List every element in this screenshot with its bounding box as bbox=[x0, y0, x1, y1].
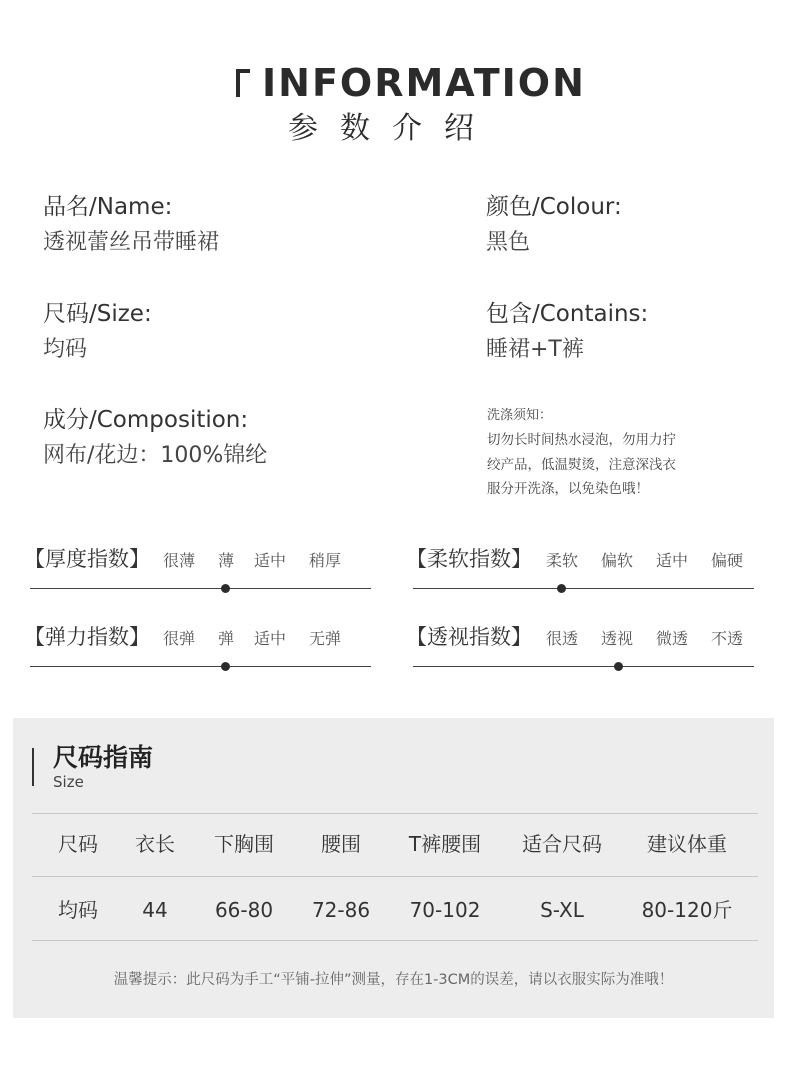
softness-option: 偏软 bbox=[601, 551, 634, 570]
softness-scale-line bbox=[413, 588, 754, 589]
softness-option: 柔软 bbox=[546, 551, 579, 570]
thickness-scale-line bbox=[30, 588, 371, 589]
name-label: 品名/Name: bbox=[43, 194, 173, 220]
softness-option: 适中 bbox=[656, 551, 689, 570]
table-header: 适合尺码 bbox=[522, 832, 602, 856]
title-english: INFORMATION bbox=[262, 61, 586, 105]
table-divider bbox=[32, 813, 758, 814]
transparency-scale-marker bbox=[614, 662, 623, 671]
measurement-tip: 温馨提示：此尺码为手工“平铺-拉伸”测量，存在1-3CM的误差，请以衣服实际为准哦！ bbox=[113, 972, 674, 988]
color-value: 黑色 bbox=[486, 230, 531, 255]
table-header: T裤腰围 bbox=[408, 832, 482, 856]
table-divider bbox=[32, 940, 758, 941]
softness-scale-marker bbox=[557, 584, 566, 593]
table-cell: 44 bbox=[142, 898, 168, 922]
elasticity-option: 适中 bbox=[254, 629, 287, 648]
table-cell: 均码 bbox=[58, 898, 98, 922]
title-chinese: 参数介绍 bbox=[288, 111, 496, 146]
table-header: 衣长 bbox=[135, 832, 175, 856]
table-divider bbox=[32, 876, 758, 877]
contains-value: 睡裙+T裤 bbox=[486, 337, 584, 362]
table-header: 下胸围 bbox=[214, 832, 274, 856]
table-cell: S-XL bbox=[540, 898, 584, 922]
softness-index-title: 【柔软指数】 bbox=[406, 547, 532, 571]
title-corner-bracket bbox=[236, 69, 250, 97]
size-label: 尺码/Size: bbox=[43, 301, 152, 327]
elasticity-option: 很弹 bbox=[163, 629, 196, 648]
thickness-option: 很薄 bbox=[163, 551, 196, 570]
composition-value: 网布/花边：100%锦纶 bbox=[43, 443, 268, 468]
table-cell: 80-120斤 bbox=[641, 898, 733, 922]
size-guide-accent-bar bbox=[32, 748, 34, 786]
size-guide-title: 尺码指南 bbox=[53, 743, 154, 772]
wash-line: 切勿长时间热水浸泡，勿用力拧 bbox=[487, 432, 676, 448]
thickness-option: 适中 bbox=[254, 551, 287, 570]
thickness-scale-marker bbox=[221, 584, 230, 593]
table-header: 尺码 bbox=[58, 832, 98, 856]
table-cell: 72-86 bbox=[311, 898, 371, 922]
elasticity-option: 弹 bbox=[218, 629, 235, 648]
softness-option: 偏硬 bbox=[711, 551, 744, 570]
wash-instructions bbox=[487, 428, 717, 502]
elasticity-scale-marker bbox=[221, 662, 230, 671]
elasticity-option: 无弹 bbox=[309, 629, 342, 648]
table-header: 建议体重 bbox=[647, 832, 727, 856]
transparency-index-title: 【透视指数】 bbox=[406, 625, 532, 649]
table-cell: 70-102 bbox=[409, 898, 481, 922]
size-value: 均码 bbox=[43, 337, 88, 362]
thickness-index-title: 【厚度指数】 bbox=[24, 547, 150, 571]
transparency-scale-line bbox=[413, 666, 754, 667]
color-label: 颜色/Colour: bbox=[486, 194, 622, 220]
wash-line: 绞产品，低温熨烫，注意深浅衣 bbox=[487, 456, 676, 473]
table-cell: 66-80 bbox=[214, 898, 274, 922]
name-value: 透视蕾丝吊带睡裙 bbox=[43, 230, 220, 255]
composition-label: 成分/Composition: bbox=[43, 407, 249, 433]
transparency-option: 很透 bbox=[546, 629, 579, 648]
thickness-option: 稍厚 bbox=[309, 551, 342, 570]
elasticity-index-title: 【弹力指数】 bbox=[24, 625, 150, 649]
thickness-option: 薄 bbox=[218, 551, 235, 570]
contains-label: 包含/Contains: bbox=[486, 301, 649, 327]
transparency-option: 微透 bbox=[656, 629, 689, 648]
transparency-option: 透视 bbox=[601, 629, 634, 648]
wash-label: 洗涤须知： bbox=[487, 408, 553, 423]
size-guide-subtitle: Size bbox=[53, 773, 84, 791]
wash-line: 服分开洗涤，以免染色哦！ bbox=[487, 481, 649, 497]
elasticity-scale-line bbox=[30, 666, 371, 667]
transparency-option: 不透 bbox=[711, 629, 744, 648]
table-header: 腰围 bbox=[321, 832, 361, 856]
